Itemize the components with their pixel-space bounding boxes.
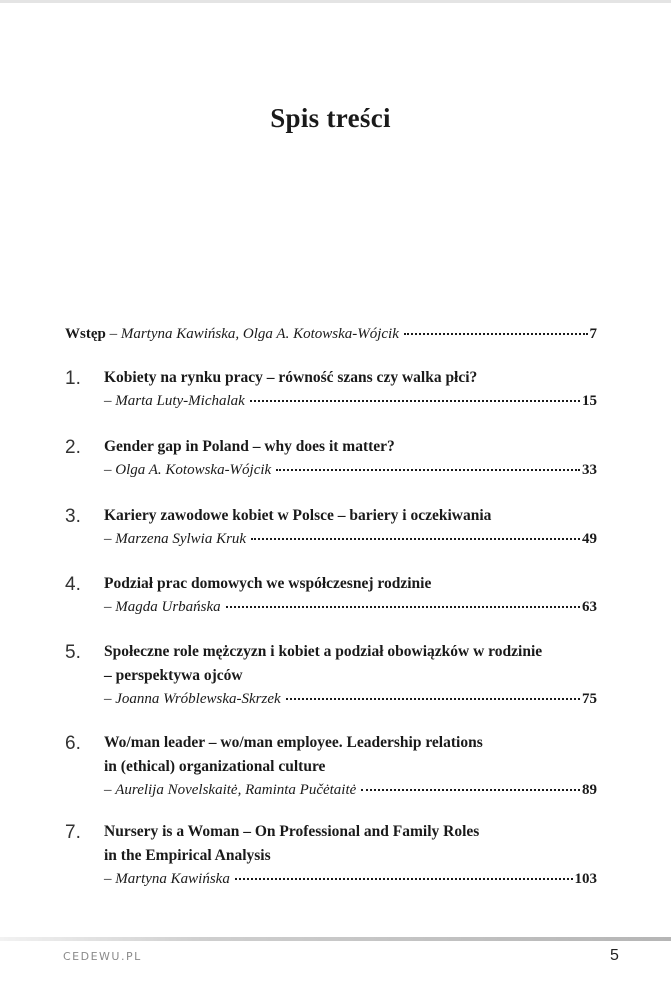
chapter-authors: Marta Luty-Michalak [115,393,245,409]
chapter-number: 2. [65,437,81,458]
chapter-title-line: Gender gap in Poland – why does it matter? [104,438,395,455]
intro-authors: Martyna Kawińska, Olga A. Kotowska-Wójcik [120,326,399,342]
author-dash: – [104,871,116,887]
author-dash: – [104,462,116,478]
chapter-author-line [104,691,597,713]
top-border [0,0,671,3]
chapter-author-line [104,782,597,804]
footer-rule [0,937,671,941]
page-title: Spis treści [270,103,391,133]
chapter-title-line: Wo/man leader – wo/man employee. Leadership relations [104,734,483,751]
chapter-title-line: Społeczne role mężczyzn i kobiet a podział obowiązków w rodzinie [104,643,543,660]
dot-leader [251,538,580,540]
chapter-number: 1. [65,368,81,389]
chapter-author-line [104,599,597,621]
chapter-author-line [104,531,597,553]
chapter-title-line: in (ethical) organizational culture [104,758,326,775]
author-dash: – [104,393,116,409]
author-dash: – [104,531,116,547]
chapter-page: 49 [582,531,597,547]
chapter-authors: Olga A. Kotowska-Wójcik [115,462,272,478]
chapter-title-line: Kobiety na rynku pracy – równość szans czy walka płci? [104,369,478,386]
chapter-page: 103 [574,871,597,887]
chapter-page: 63 [582,599,597,615]
chapter-author-line [104,871,597,893]
intro-separator: – [105,326,121,342]
dot-leader [361,789,580,791]
chapter-page: 33 [582,462,597,478]
chapter-title-line: Nursery is a Woman – On Professional and Family Roles [104,823,480,840]
dot-leader [276,469,580,471]
chapter-authors: Martyna Kawińska [115,871,230,887]
chapter-authors: Magda Urbańska [115,599,221,615]
page-number: 5 [610,947,619,964]
chapter-author-line [104,393,597,415]
chapter-page: 75 [582,691,597,707]
chapter-title-line: in the Empirical Analysis [104,847,271,864]
dot-leader [286,698,580,700]
author-dash: – [104,691,116,707]
chapter-title-line: Podział prac domowych we współczesnej rodzinie [104,575,432,592]
dot-leader [404,333,588,335]
toc-entry-intro [65,326,597,348]
dot-leader [235,878,573,880]
author-dash: – [104,599,116,615]
chapter-authors: Joanna Wróblewska-Skrzek [115,691,281,707]
chapter-page: 15 [582,393,597,409]
chapter-number: 3. [65,506,81,527]
chapter-number: 6. [65,733,81,754]
intro-label: Wstęp [65,326,106,342]
author-dash: – [104,782,116,798]
chapter-page: 89 [582,782,597,798]
chapter-authors: Aurelija Novelskaitė, Raminta Pučėtaitė [115,782,357,798]
dot-leader [250,400,580,402]
chapter-title-line: Kariery zawodowe kobiet w Polsce – bariery i oczekiwania [104,507,492,524]
dot-leader [226,606,580,608]
chapter-number: 4. [65,574,81,595]
chapter-number: 7. [65,822,81,843]
chapter-authors: Marzena Sylwia Kruk [115,531,247,547]
publisher-name: CEDEWU.PL [63,950,142,963]
chapter-number: 5. [65,642,81,663]
chapter-title-line: – perspektywa ojców [104,667,243,684]
intro-page: 7 [589,326,597,342]
chapter-author-line [104,462,597,484]
